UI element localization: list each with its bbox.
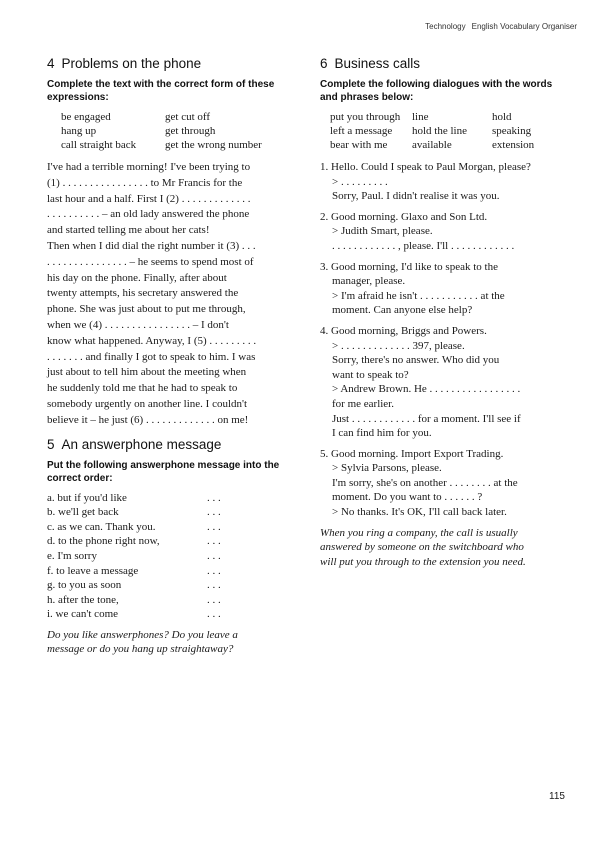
message-part: e. I'm sorry bbox=[47, 549, 97, 562]
question-line: message or do you hang up straightaway? bbox=[47, 643, 234, 656]
answer-blank: . . . bbox=[207, 535, 221, 548]
header-book-title: English Vocabulary Organiser bbox=[471, 22, 577, 31]
text-line: just about to tell him about the meeting when bbox=[47, 366, 247, 379]
text-line: believe it – he just (6) . . . . . . . . . . . . . on me! bbox=[47, 413, 249, 426]
section-6-heading bbox=[320, 56, 582, 71]
text-line: last hour and a half. First I (2) . . . . . . . . . . . . . bbox=[47, 192, 251, 205]
section-4-instructions bbox=[47, 78, 309, 104]
answer-blank: . . . bbox=[207, 608, 221, 621]
instructions-line: and phrases below: bbox=[320, 92, 414, 103]
dialogue-5 bbox=[320, 447, 582, 520]
dialogue-2 bbox=[320, 210, 582, 254]
answer-blank: . . . bbox=[207, 579, 221, 592]
switchboard-note bbox=[320, 526, 582, 570]
dialogue-line: I'm sorry, she's on another . . . . . . . . at the bbox=[332, 476, 518, 489]
section-5-heading bbox=[47, 437, 309, 452]
message-part: b. we'll get back bbox=[47, 506, 119, 519]
instructions-line: expressions: bbox=[47, 92, 109, 103]
dialogue-line: > I'm afraid he isn't . . . . . . . . . . . at the bbox=[332, 289, 505, 302]
message-part: i. we can't come bbox=[47, 608, 119, 621]
section-6-title: Business calls bbox=[334, 56, 421, 71]
phrase: left a message bbox=[330, 125, 393, 137]
phrase-box bbox=[330, 110, 582, 152]
dialogue-line: > . . . . . . . . . . . . . 397, please. bbox=[332, 339, 465, 352]
text-line: I've had a terrible morning! I've been trying to bbox=[47, 161, 251, 173]
dialogue-3 bbox=[320, 260, 582, 318]
message-part: h. after the tone, bbox=[47, 593, 119, 606]
answer-blank: . . . bbox=[207, 520, 221, 533]
note-line: When you ring a company, the call is usually bbox=[320, 526, 518, 539]
phrase: put you through bbox=[330, 111, 401, 123]
dialogue-1 bbox=[320, 160, 582, 204]
text-line: when we (4) . . . . . . . . . . . . . . . . – I don't bbox=[47, 318, 229, 331]
instructions-line: Complete the text with the correct form of these bbox=[47, 79, 275, 90]
phrase: speaking bbox=[492, 125, 532, 137]
text-line: he suddenly told me that he had to speak to bbox=[47, 382, 238, 395]
expression: get cut off bbox=[165, 111, 211, 123]
dialogue-line: > No thanks. It's OK, I'll call back later. bbox=[332, 506, 507, 519]
dialogue-line: . . . . . . . . . . . . , please. I'll . . . . . . . . . . . . bbox=[332, 239, 515, 252]
text-line: (1) . . . . . . . . . . . . . . . . to Mr Francis for the bbox=[47, 176, 243, 189]
message-part: d. to the phone right now, bbox=[47, 535, 160, 548]
text-line: . . . . . . . . . . . . . . . – he seems to spend most of bbox=[47, 255, 254, 268]
dialogue-line: 4. Good morning, Briggs and Powers. bbox=[320, 324, 487, 337]
note-line: answered by someone on the switchboard who bbox=[320, 541, 524, 554]
dialogue-line: 5. Good morning. Import Export Trading. bbox=[320, 447, 504, 460]
right-column bbox=[320, 56, 582, 580]
answer-blank: . . . bbox=[207, 506, 221, 519]
instructions-line: correct order: bbox=[47, 472, 113, 484]
text-line: . . . . . . . and finally I got to speak to him. I was bbox=[47, 350, 256, 363]
note-line: will put you through to the extension you need. bbox=[320, 555, 526, 568]
dialogue-line: > Sylvia Parsons, please. bbox=[332, 462, 442, 475]
question-line: Do you like answerphones? Do you leave a bbox=[47, 628, 238, 641]
message-part: g. to you as soon bbox=[47, 579, 122, 592]
dialogue-line: Sorry, Paul. I didn't realise it was you. bbox=[332, 190, 500, 203]
section-5-number: 5 bbox=[47, 436, 55, 452]
dialogue-line: manager, please. bbox=[332, 275, 406, 288]
dialogue-line: 1. Hello. Could I speak to Paul Morgan, please? bbox=[320, 161, 531, 173]
answer-blank: . . . bbox=[207, 564, 221, 577]
dialogue-line: > . . . . . . . . . bbox=[332, 175, 388, 188]
dialogue-line: I can find him for you. bbox=[332, 427, 432, 440]
text-line: Then when I did dial the right number it (3) . . . bbox=[47, 239, 256, 252]
answer-blank: . . . bbox=[207, 593, 221, 606]
dialogue-line: 2. Good morning. Glaxo and Son Ltd. bbox=[320, 210, 488, 223]
phrase: hold the line bbox=[412, 125, 467, 137]
page-number: 115 bbox=[549, 791, 565, 802]
dialogue-line: > Andrew Brown. He . . . . . . . . . . . . . . . . . bbox=[332, 383, 521, 396]
phrase: extension bbox=[492, 139, 535, 151]
expression: get the wrong number bbox=[165, 139, 262, 151]
dialogue-line: for me earlier. bbox=[332, 397, 394, 410]
dialogue-line: > Judith Smart, please. bbox=[332, 225, 433, 238]
dialogue-4 bbox=[320, 324, 582, 441]
section-4-title: Problems on the phone bbox=[61, 56, 202, 71]
message-parts-list bbox=[47, 491, 309, 622]
phrase: line bbox=[412, 111, 429, 123]
left-column bbox=[47, 56, 309, 657]
dialogue-line: 3. Good morning, I'd like to speak to the bbox=[320, 260, 498, 273]
section-5-instructions bbox=[47, 459, 309, 485]
dialogue-line: want to speak to? bbox=[332, 368, 409, 381]
message-part: c. as we can. Thank you. bbox=[47, 520, 156, 533]
instructions-line: Put the following answerphone message into the bbox=[47, 459, 280, 471]
expression-list bbox=[61, 110, 309, 152]
section-4-number: 4 bbox=[47, 56, 55, 71]
dialogue-line: moment. Can anyone else help? bbox=[332, 304, 473, 317]
dialogue-line: moment. Do you want to . . . . . . ? bbox=[332, 491, 483, 504]
message-part: a. but if you'd like bbox=[47, 491, 127, 504]
phrase: hold bbox=[492, 111, 512, 123]
header-section: Technology bbox=[425, 22, 466, 31]
text-line: twenty attempts, his secretary answered the bbox=[47, 287, 239, 300]
section-6-number: 6 bbox=[320, 56, 328, 71]
discussion-question bbox=[47, 628, 309, 657]
text-line: know what happened. Anyway, I (5) . . . . . . . . . bbox=[47, 334, 257, 347]
phrase: bear with me bbox=[330, 139, 388, 151]
section-6-instructions bbox=[320, 78, 582, 104]
message-part: f. to leave a message bbox=[47, 564, 139, 577]
answer-blank: . . . bbox=[207, 491, 221, 504]
section-4-heading bbox=[47, 56, 309, 71]
text-line: his day on the phone. Finally, after about bbox=[47, 271, 227, 284]
phrase: available bbox=[412, 139, 452, 151]
text-line: and started telling me about her cats! bbox=[47, 224, 210, 237]
answer-blank: . . . bbox=[207, 549, 221, 562]
expression: get through bbox=[165, 125, 216, 137]
instructions-line: Complete the following dialogues with the words bbox=[320, 79, 553, 90]
section-5 bbox=[47, 437, 309, 658]
gap-fill-text bbox=[47, 160, 309, 429]
section-5-title: An answerphone message bbox=[61, 436, 222, 452]
dialogue-line: Sorry, there's no answer. Who did you bbox=[332, 354, 500, 367]
text-line: . . . . . . . . . . – an old lady answered the phone bbox=[47, 208, 250, 221]
text-line: phone. She was just about to put me through, bbox=[47, 303, 246, 316]
running-header bbox=[425, 22, 577, 31]
dialogue-line: Just . . . . . . . . . . . . for a moment. I'll see if bbox=[332, 412, 521, 425]
expression: be engaged bbox=[61, 111, 111, 123]
text-line: somebody urgently on another line. I couldn't bbox=[47, 397, 248, 410]
expression: call straight back bbox=[61, 139, 137, 151]
expression: hang up bbox=[61, 125, 97, 137]
